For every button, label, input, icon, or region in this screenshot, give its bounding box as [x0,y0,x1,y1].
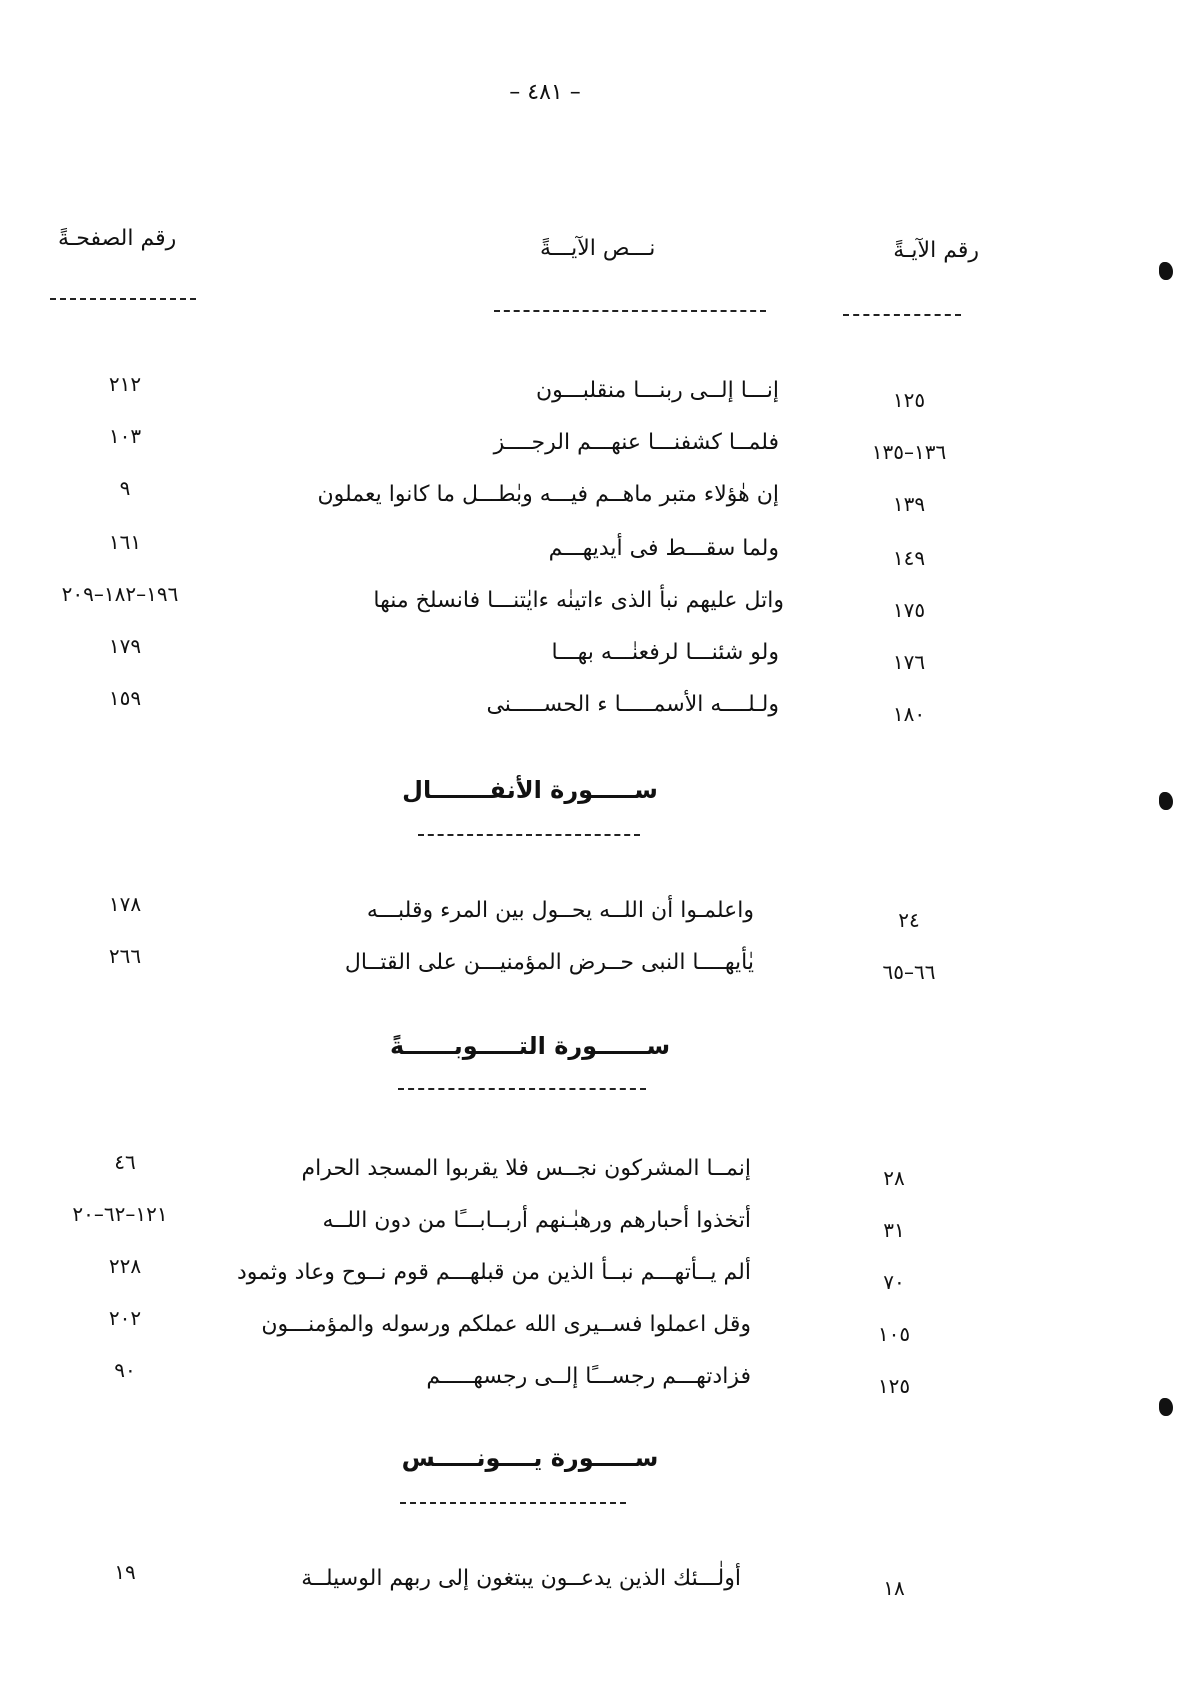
surah-title-rule [398,1088,646,1090]
ayah-text: ولو شئنـــا لرفعنٰـــه بهـــا [551,640,779,665]
ayah-number: ٢٤ [898,908,920,932]
ayah-number: ٣١ [883,1218,905,1242]
page-ref: ١٠٣ [108,424,142,448]
ayah-number: ١٢٥ [892,388,926,412]
table-row [0,1306,1179,1352]
header-page-number: رقم الصفحـةً [58,226,177,251]
margin-mark [1159,792,1173,810]
table-row [0,634,1179,680]
ayah-text: ولـلــــه الأسمـــــا ء الحســـــنى [486,692,779,717]
ayah-text: إنمــا المشركون نجــس فلا يقربوا المسجد الحرام [301,1156,751,1181]
table-row [0,424,1179,470]
page-ref: ١٢١–٦٢–٢٠ [72,1202,168,1226]
page-number: – ٤٨١ – [509,80,581,105]
ayah-number: ١٠٥ [877,1322,911,1346]
page-ref: ٢٢٨ [108,1254,142,1278]
ayah-text: وقل اعملوا فســيرى الله عملكم ورسوله والمؤمنـــون [261,1312,751,1337]
header-ayah-text: نـــص الآيـــةً [540,236,656,261]
ayah-text: أولٰـــئك الذين يدعــون يبتغون إلى ربهم الوسيلــة [301,1566,741,1591]
page-ref: ٢٦٦ [108,944,142,968]
ayah-number: ٢٨ [883,1166,905,1190]
surah-title-rule [418,834,640,836]
ayah-number: ٧٠ [883,1270,905,1294]
page-ref: ١٧٨ [108,892,142,916]
ayah-text: واعلمـوا أن اللــه يحــول بين المرء وقلبـــه [366,898,754,923]
ayah-text: ولما سقـــط فى أيديهـــم [548,536,779,561]
table-row [0,582,1179,628]
ayah-number: ١٨ [883,1576,905,1600]
ayah-number: ١٧٦ [892,650,926,674]
header-rule-page [50,298,196,300]
table-row [0,1150,1179,1196]
table-row [0,530,1179,576]
ayah-text: فزادتهـــم رجســـًا إلــى رجسهـــــم [426,1364,751,1389]
ayah-text: يٰأيهــــا النبى حــرض المؤمنيـــن على القتــال [344,950,754,975]
page-ref: ٢١٢ [108,372,142,396]
table-row [0,944,1179,990]
header-ayah-number: رقم الآيـةً [893,238,979,263]
page-ref: ١٥٩ [108,686,142,710]
ayah-text: فلمــا كشفنـــا عنهـــم الرجــــز [493,430,779,455]
table-row [0,372,1179,418]
table-row [0,892,1179,938]
margin-mark [1159,1398,1173,1416]
page-ref: ١٩٦–١٨٢–٢٠٩ [61,582,179,606]
ayah-number: ١٢٥ [877,1374,911,1398]
ayah-text: إن هٰؤلاء متبر ماهــم فيـــه وبٰطـــل ما كانوا يعملون [317,482,779,507]
page-ref: ١٧٩ [108,634,142,658]
table-row [0,686,1179,732]
ayah-text: أتخذوا أحبارهم ورهبٰـنهم أربــابـــًا من دون اللــه [322,1208,751,1233]
ayah-text: واتل عليهم نبأ الذى ءاتينٰه ءايٰتنـــا فانسلخ منها [373,588,784,613]
margin-mark [1159,262,1173,280]
table-row [0,1202,1179,1248]
surah-title: ســـــورة الأنفـــــــال [402,776,658,804]
ayah-number: ٦٦–٦٥ [882,960,936,984]
page-ref: ٤٦ [114,1150,136,1174]
ayah-number: ١٣٩ [892,492,926,516]
header-rule-ayah [843,314,961,316]
page-ref: ١٦١ [108,530,142,554]
page-ref: ١٩ [114,1560,136,1584]
table-row [0,1358,1179,1404]
ayah-number: ١٨٠ [892,702,926,726]
page-ref: ٢٠٢ [108,1306,142,1330]
page-ref: ٩٠ [114,1358,136,1382]
surah-title: ســــــورة التـــــوبــــــةً [389,1032,671,1060]
ayah-text: ألم يــأتهـــم نبــأ الذين من قبلهـــم قوم نــوح وعاد وثمود [237,1260,751,1285]
table-row [0,1560,1179,1606]
table-row [0,1254,1179,1300]
ayah-number: ١٣٦–١٣٥ [871,440,947,464]
surah-title: ســـــورة يــــونـــــس [401,1444,659,1472]
ayah-number: ١٧٥ [892,598,926,622]
ayah-text: إنـــا إلــى ربنـــا منقلبـــون [535,378,779,403]
table-row [0,476,1179,522]
header-rule-text [494,310,766,312]
surah-title-rule [400,1502,626,1504]
ayah-number: ١٤٩ [892,546,926,570]
page-ref: ٩ [119,476,131,500]
